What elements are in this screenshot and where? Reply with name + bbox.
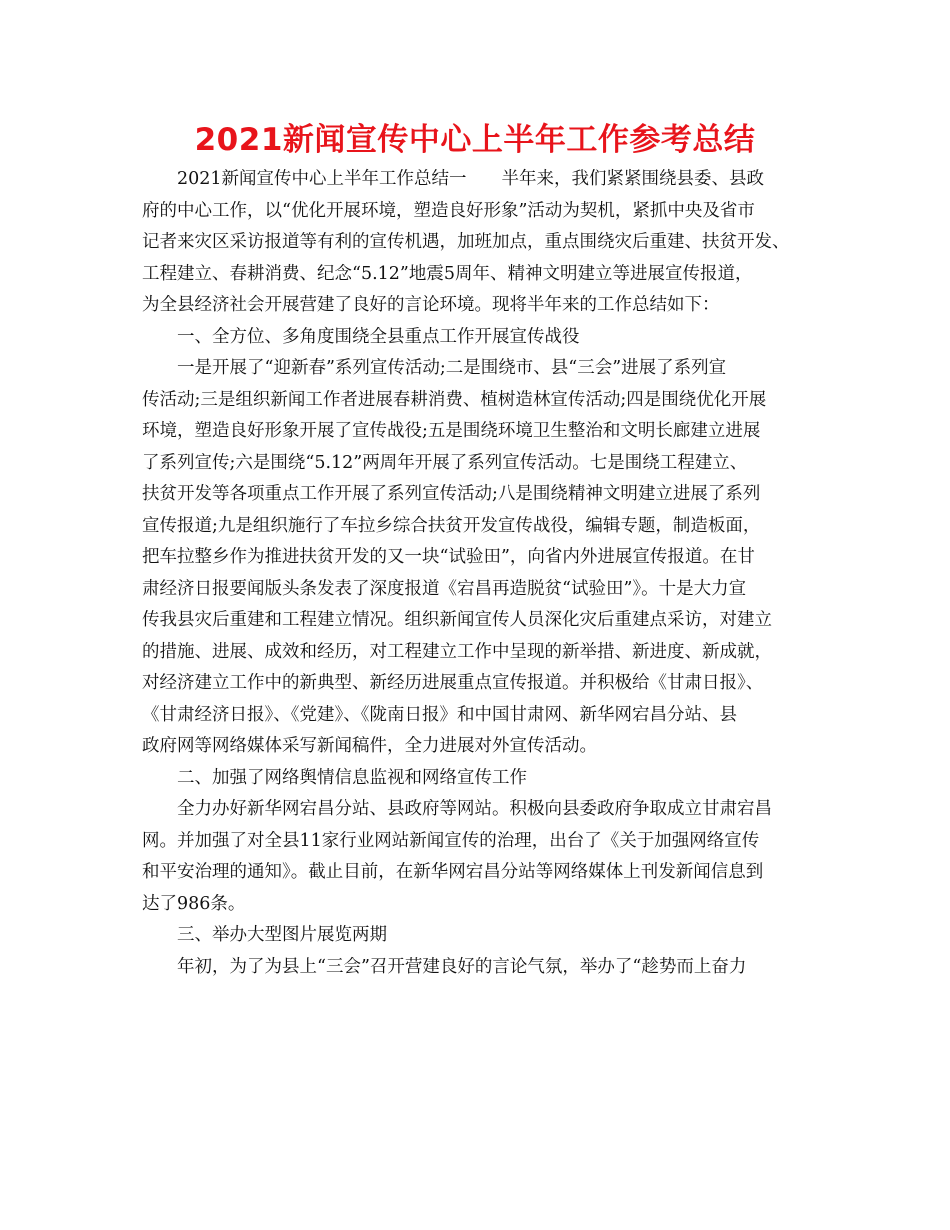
text-line: 扶贫开发等各项重点工作开展了系列宣传活动;八是围绕精神文明建立进展了系列	[142, 484, 761, 504]
text-line: 传活动;三是组织新闻工作者进展春耕消费、植树造林宣传活动;四是围绕优化开展	[142, 389, 767, 410]
text-line: 宣传报道;九是组织施行了车拉乡综合扶贫开发宣传战役，编辑专题，制造板面，	[142, 515, 761, 536]
text-line: 二、加强了网络舆情信息监视和网络宣传工作	[177, 767, 527, 788]
text-line: 把车拉整乡作为推进扶贫开发的又一块“试验田”，向省内外进展宣传报道。在甘	[142, 547, 755, 567]
text-line: 为全县经济社会开展营建了良好的言论环境。现将半年来的工作总结如下：	[142, 295, 720, 315]
document-body	[142, 164, 822, 983]
text-line: 的措施、进展、成效和经历，对工程建立工作中呈现的新举措、新进度、新成就，	[142, 641, 772, 662]
text-line: 一、全方位、多角度围绕全县重点工作开展宣传战役	[177, 326, 580, 347]
text-line: 和平安治理的通知》。截止目前，在新华网宕昌分站等网络媒体上刊发新闻信息到	[142, 862, 764, 882]
text-line: 网。并加强了对全县11家行业网站新闻宣传的治理，出台了《关于加强网络宣传	[142, 830, 760, 851]
text-line: 对经济建立工作中的新典型、新经历进展重点宣传报道。并积极给《甘肃日报》、	[142, 673, 764, 693]
text-line: 记者来灾区采访报道等有利的宣传机遇，加班加点，重点围绕灾后重建、扶贫开发、	[142, 232, 790, 252]
text-line: 《甘肃经济日报》、《党建》、《陇南日报》和中国甘肃网、新华网宕昌分站、县	[142, 704, 737, 725]
text-line: 全力办好新华网宕昌分站、县政府等网站。积极向县委政府争取成立甘肃宕昌	[177, 799, 772, 819]
text-line: 肃经济日报要闻版头条发表了深度报道《宕昌再造脱贫“试验田”》。十是大力宣	[142, 578, 747, 599]
text-line: 传我县灾后重建和工程建立情况。组织新闻宣传人员深化灾后重建点采访，对建立	[142, 610, 772, 630]
text-line: 环境，塑造良好形象开展了宣传战役;五是围绕环境卫生整治和文明长廊建立进展	[142, 421, 761, 441]
text-line: 三、举办大型图片展览两期	[177, 925, 387, 945]
text-line: 工程建立、春耕消费、纪念“5.12”地震5周年、精神文明建立等进展宣传报道，	[142, 263, 753, 284]
text-line: 政府网等网络媒体采写新闻稿件，全力进展对外宣传活动。	[142, 736, 597, 756]
text-line: 了系列宣传;六是围绕“5.12”两周年开展了系列宣传活动。七是围绕工程建立、	[142, 452, 748, 473]
text-line: 2021新闻宣传中心上半年工作总结一 半年来，我们紧紧围绕县委、县政	[177, 169, 765, 189]
text-line: 一是开展了“迎新春”系列宣传活动;二是围绕市、县“三会”进展了系列宣	[177, 358, 727, 378]
text-line: 达了986条。	[142, 893, 246, 914]
text-line: 年初，为了为县上“三会”召开营建良好的言论气氛，举办了“趁势而上奋力	[177, 956, 747, 977]
document-title: 2021新闻宣传中心上半年工作参考总结	[194, 122, 756, 158]
text-line: 府的中心工作，以“优化开展环境，塑造良好形象”活动为契机，紧抓中央及省市	[142, 200, 755, 221]
